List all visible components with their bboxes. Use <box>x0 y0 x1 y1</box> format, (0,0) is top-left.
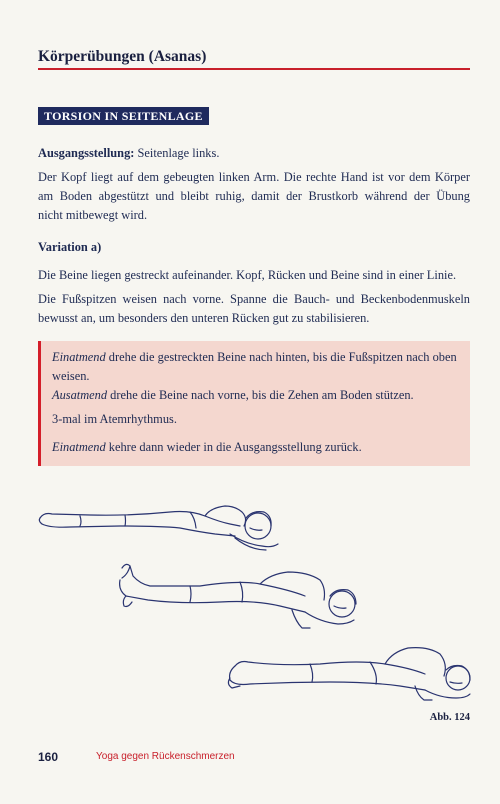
callout-exhale-line <box>52 386 462 405</box>
callout-return-text: kehre dann wieder in die Ausgangsstellung zurück. <box>108 440 362 454</box>
page-number: 160 <box>38 750 59 764</box>
running-footer-title: Yoga gegen Rückenschmerzen <box>96 751 235 762</box>
variation-p2-line-2: bewusst an, um besonders den unteren Rücken gut zu stabilisieren. <box>38 311 370 325</box>
intro-line-3: nicht mitbewegt wird. <box>38 208 148 222</box>
pose-figure-2 <box>120 564 356 628</box>
callout-return-line <box>52 438 462 457</box>
start-position-paragraph <box>38 144 470 163</box>
callout-inhale-text: drehe die gestreckten Beine nach hinten, bis die Fußspitzen nach oben <box>108 350 457 364</box>
pose-figure-3 <box>228 648 470 700</box>
intro-paragraph <box>38 168 470 225</box>
section-heading-badge: TORSION IN SEITENLAGE <box>38 107 209 125</box>
callout-repeat-line: 3-mal im Atemrhythmus. <box>52 412 177 426</box>
callout-return-word: Einatmend <box>52 440 106 454</box>
callout-inhale-line-2: weisen. <box>52 369 90 383</box>
variation-paragraph-1: Die Beine liegen gestreckt aufeinander. Kopf, Rücken und Beine sind in einer Linie. <box>38 268 457 282</box>
variation-heading: Variation a) <box>38 240 102 254</box>
callout-exhale-text: drehe die Beine nach vorne, bis die Zehen am Boden stützen. <box>110 388 414 402</box>
chapter-title: Körperübungen (Asanas) <box>38 48 207 65</box>
variation-paragraph-2 <box>38 290 470 328</box>
intro-line-1: Der Kopf liegt auf dem gebeugten linken Arm. Die rechte Hand ist vor dem Körper <box>38 170 470 184</box>
intro-line-2: am Boden abgestützt und bleibt ruhig, damit der Brustkorb während der Übung <box>38 189 470 203</box>
yoga-pose-illustration <box>30 488 475 708</box>
figure-caption: Abb. 124 <box>429 712 470 723</box>
callout-inhale-word: Einatmend <box>52 350 106 364</box>
callout-accent-bar <box>38 341 41 466</box>
instruction-callout-box <box>38 341 470 466</box>
callout-inhale-line-1 <box>52 348 462 367</box>
start-position-text: Seitenlage links. <box>137 146 220 160</box>
variation-p2-line-1: Die Fußspitzen weisen nach vorne. Spanne die Bauch- und Beckenbodenmuskeln <box>38 292 470 306</box>
start-position-label: Ausgangsstellung: <box>38 146 135 160</box>
callout-exhale-word: Ausatmend <box>52 388 108 402</box>
pose-figure-1 <box>39 506 278 550</box>
chapter-title-underline <box>38 68 470 70</box>
